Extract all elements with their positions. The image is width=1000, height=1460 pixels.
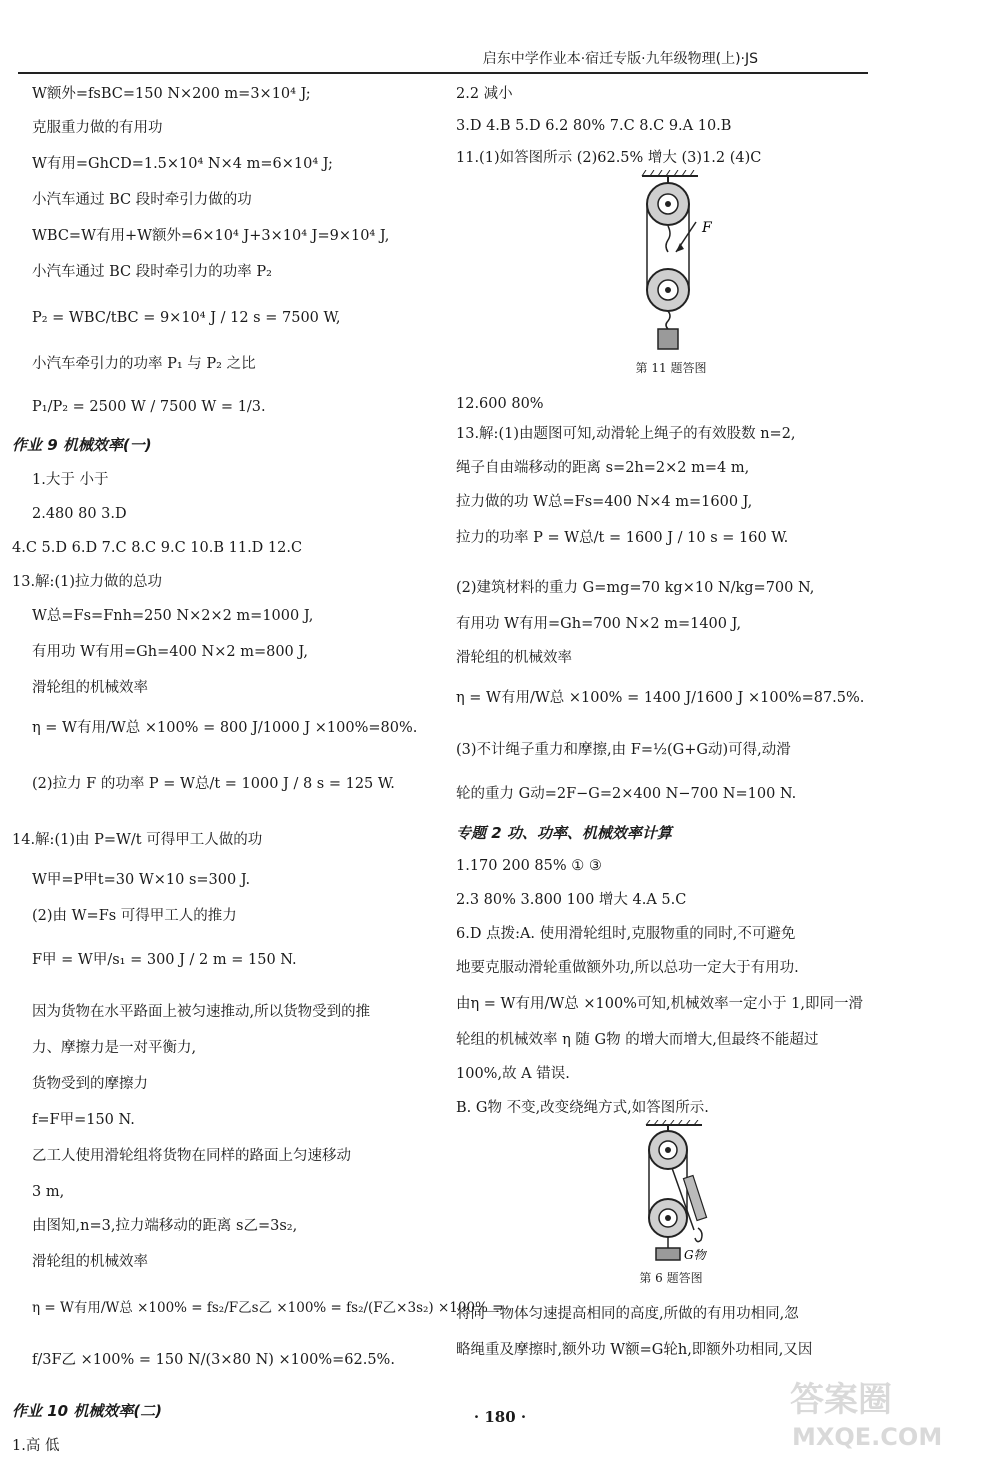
text-line: 有用功 W有用=Gh=700 N×2 m=1400 J, <box>456 616 742 632</box>
text-line: 3 m, <box>32 1184 65 1200</box>
text-line: 滑轮组的机械效率 <box>456 650 572 666</box>
text-line: 13.解:(1)拉力做的总功 <box>12 574 162 590</box>
text-line: 13.解:(1)由题图可知,动滑轮上绳子的有效股数 n=2, <box>456 426 796 442</box>
formula-line: f/3F乙 ×100% = 150 N/(3×80 N) ×100%=62.5%. <box>32 1352 395 1368</box>
text-line: 小汽车通过 BC 段时牵引力做的功 <box>32 192 252 208</box>
page-number: · 180 · <box>473 1408 527 1426</box>
text-line: WBC=W有用+W额外=6×10⁴ J+3×10⁴ J=9×10⁴ J, <box>32 228 390 244</box>
formula-line: η = W有用/W总 ×100% = 1400 J/1600 J ×100%=87.5%. <box>456 690 865 706</box>
right-column <box>456 84 886 1364</box>
text-line: 力、摩擦力是一对平衡力, <box>32 1040 197 1056</box>
text-line: f=F甲=150 N. <box>32 1112 135 1128</box>
text-line: W总=Fs=Fnh=250 N×2×2 m=1000 J, <box>32 608 314 624</box>
text-line: 2.480 80 3.D <box>32 506 127 522</box>
text-line: 11.(1)如答图所示 (2)62.5% 增大 (3)1.2 (4)C <box>456 150 762 166</box>
text-line: 14.解:(1)由 P=W/t 可得甲工人做的功 <box>12 832 263 848</box>
text-line: 由η = W有用/W总 ×100%可知,机械效率一定小于 1,即同一滑 <box>456 996 864 1012</box>
text-line: 1.170 200 85% ① ③ <box>456 858 602 874</box>
text-line: 乙工人使用滑轮组将货物在同样的路面上匀速移动 <box>32 1148 351 1164</box>
text-line: 6.D 点拨:A. 使用滑轮组时,克服物重的同时,不可避免 <box>456 926 796 942</box>
pulley-figure-11 <box>606 170 746 356</box>
text-line: 滑轮组的机械效率 <box>32 680 148 696</box>
text-line: 因为货物在水平路面上被匀速推动,所以货物受到的推 <box>32 1004 371 1020</box>
text-line: 有用功 W有用=Gh=400 N×2 m=800 J, <box>32 644 308 660</box>
text-line: 轮组的机械效率 η 随 G物 的增大而增大,但最终不能超过 <box>456 1032 819 1048</box>
text-line: 将同一物体匀速提高相同的高度,所做的有用功相同,忽 <box>456 1306 799 1322</box>
section-heading: 作业 9 机械效率(一) <box>12 436 152 454</box>
header-rule <box>18 72 868 74</box>
section-heading: 作业 10 机械效率(二) <box>12 1402 163 1420</box>
text-line: 略绳重及摩擦时,额外功 W额=G轮h,即额外功相同,又因 <box>456 1342 813 1358</box>
text-line: 滑轮组的机械效率 <box>32 1254 148 1270</box>
text-line: 100%,故 A 错误. <box>456 1066 570 1082</box>
text-line: 绳子自由端移动的距离 s=2h=2×2 m=4 m, <box>456 460 750 476</box>
formula-line: 拉力的功率 P = W总/t = 1600 J / 10 s = 160 W. <box>456 530 789 546</box>
text-line: 1.大于 小于 <box>32 472 109 488</box>
running-header: 启东中学作业本·宿迁专版·九年级物理(上)·JS <box>482 51 758 67</box>
text-line: 货物受到的摩擦力 <box>32 1076 148 1092</box>
text-line: 拉力做的功 W总=Fs=400 N×4 m=1600 J, <box>456 494 753 510</box>
section-heading: 专题 2 功、功率、机械效率计算 <box>456 824 672 842</box>
formula-line: F甲 = W甲/s₁ = 300 J / 2 m = 150 N. <box>32 952 297 968</box>
watermark-logo <box>780 1373 978 1451</box>
text-line: 由图知,n=3,拉力端移动的距离 s乙=3s₂, <box>32 1218 298 1234</box>
text-line: 地要克服动滑轮重做额外功,所以总功一定大于有用功. <box>456 960 799 976</box>
text-line: (2)由 W=Fs 可得甲工人的推力 <box>32 908 237 924</box>
text-line: 3.D 4.B 5.D 6.2 80% 7.C 8.C 9.A 10.B <box>456 118 732 134</box>
watermark-url: MXQE.COM <box>792 1423 943 1451</box>
figure-caption: 第 6 题答图 <box>639 1271 703 1285</box>
formula-line: η = W有用/W总 ×100% = 800 J/1000 J ×100%=80%. <box>32 720 418 736</box>
text-line: 轮的重力 G动=2F−G=2×400 N−700 N=100 N. <box>456 786 797 802</box>
text-line: 克服重力做的有用功 <box>32 120 163 136</box>
force-label: F <box>702 220 712 236</box>
formula-line: (2)拉力 F 的功率 P = W总/t = 1000 J / 8 s = 125 W. <box>32 776 395 792</box>
text-line: 小汽车通过 BC 段时牵引力的功率 P₂ <box>32 264 272 280</box>
figure-caption: 第 11 题答图 <box>635 361 707 375</box>
text-line: 2.3 80% 3.800 100 增大 4.A 5.C <box>456 892 687 908</box>
pulley-figure-6 <box>606 1120 746 1268</box>
text-line: (2)建筑材料的重力 G=mg=70 kg×10 N/kg=700 N, <box>456 580 815 596</box>
text-line: (3)不计绳子重力和摩擦,由 F=½(G+G动)可得,动滑 <box>456 742 791 758</box>
text-line: W额外=fsBC=150 N×200 m=3×10⁴ J; <box>32 86 311 102</box>
text-line: 2.2 减小 <box>456 86 513 102</box>
formula-line: P₂ = WBC/tBC = 9×10⁴ J / 12 s = 7500 W, <box>32 310 341 326</box>
text-line: 小汽车牵引力的功率 P₁ 与 P₂ 之比 <box>32 356 256 372</box>
formula-line: P₁/P₂ = 2500 W / 7500 W = 1/3. <box>32 399 266 415</box>
text-line: 4.C 5.D 6.D 7.C 8.C 9.C 10.B 11.D 12.C <box>12 540 303 556</box>
text-line: 12.600 80% <box>456 396 544 412</box>
text-line: W甲=P甲t=30 W×10 s=300 J. <box>32 872 251 888</box>
text-line: W有用=GhCD=1.5×10⁴ N×4 m=6×10⁴ J; <box>32 156 333 172</box>
formula-line: η = W有用/W总 ×100% = fs₂/F乙s乙 ×100% = fs₂/(F乙×3s₂) ×100% = <box>32 1300 504 1316</box>
text-line: 1.高 低 <box>12 1438 60 1454</box>
text-line: B. G物 不变,改变绕绳方式,如答图所示. <box>456 1100 709 1116</box>
load-label: G物 <box>684 1248 706 1262</box>
watermark-title: 答案圈 <box>790 1380 892 1420</box>
